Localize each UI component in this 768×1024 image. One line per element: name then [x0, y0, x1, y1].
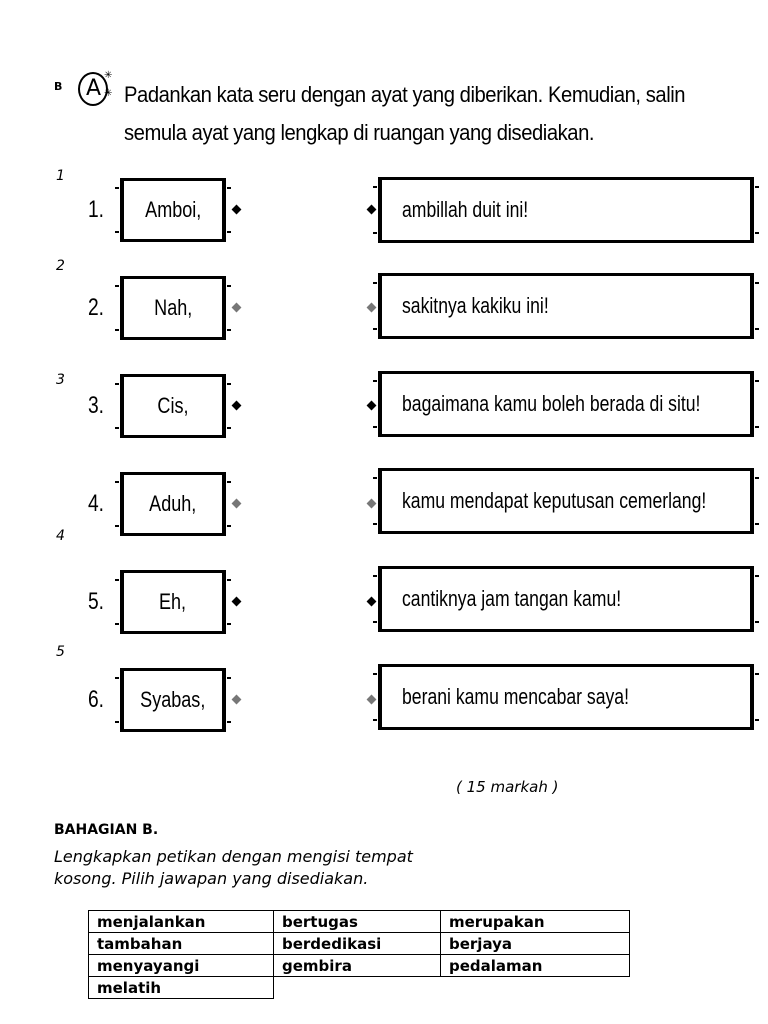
word-cell: merupakan	[441, 911, 630, 933]
row-number: 6.	[88, 686, 105, 713]
margin-number: 5	[56, 644, 65, 660]
margin-number: 1	[56, 168, 65, 184]
section-letter: B	[54, 80, 63, 93]
connector-dot-icon[interactable]	[232, 499, 242, 509]
word-cell: berjaya	[441, 933, 630, 955]
sentence-text: cantiknya jam tangan kamu!	[402, 586, 622, 611]
exclamation-word: Cis,	[157, 393, 189, 418]
instruction-line: semula ayat yang lengkap di ruangan yang disediakan.	[124, 120, 595, 145]
table-row	[89, 911, 630, 933]
connector-dot-icon[interactable]	[232, 303, 242, 313]
sentence-text: bagaimana kamu boleh berada di situ!	[402, 391, 701, 416]
row-number: 2.	[88, 294, 105, 321]
marks-label: ( 15 markah )	[456, 778, 559, 796]
section-b-title: BAHAGIAN B.	[54, 822, 159, 838]
empty-cell	[441, 977, 630, 999]
sparkle-icon: ✳	[104, 88, 113, 99]
exclamation-box	[120, 668, 226, 732]
word-cell: menjalankan	[89, 911, 274, 933]
margin-number: 2	[56, 258, 65, 274]
instruction	[124, 76, 713, 152]
exclamation-box	[120, 472, 226, 536]
sparkle-icon: ✳	[104, 70, 113, 81]
instruction-line: Lengkapkan petikan dengan mengisi tempat	[54, 847, 413, 866]
sentence-box	[378, 273, 754, 339]
badge-letter: A	[86, 76, 102, 101]
sentence-text: berani kamu mencabar saya!	[402, 684, 629, 709]
section-badge	[74, 68, 114, 112]
row-number: 1.	[88, 196, 105, 223]
connector-dot-icon[interactable]	[232, 695, 242, 705]
section-b-instruction	[54, 846, 574, 890]
word-bank-table	[88, 910, 630, 999]
table-row	[89, 933, 630, 955]
instruction-line: Padankan kata seru dengan ayat yang diberikan. Kemudian, salin	[124, 82, 686, 107]
connector-dot-icon[interactable]	[232, 597, 242, 607]
table-row	[89, 977, 630, 999]
exclamation-word: Aduh,	[149, 491, 197, 516]
sentence-box	[378, 664, 754, 730]
exclamation-word: Syabas,	[140, 687, 206, 712]
word-cell: gembira	[274, 955, 441, 977]
connector-dot-icon[interactable]	[232, 401, 242, 411]
sentence-box	[378, 371, 754, 437]
sentence-text: ambillah duit ini!	[402, 197, 529, 222]
sentence-text: kamu mendapat keputusan cemerlang!	[402, 488, 707, 513]
sentence-box	[378, 468, 754, 534]
instruction-line: kosong. Pilih jawapan yang disediakan.	[54, 869, 369, 888]
word-cell: tambahan	[89, 933, 274, 955]
exclamation-box	[120, 178, 226, 242]
word-cell: bertugas	[274, 911, 441, 933]
word-cell: pedalaman	[441, 955, 630, 977]
sentence-box	[378, 177, 754, 243]
sentence-text: sakitnya kakiku ini!	[402, 293, 549, 318]
word-cell: berdedikasi	[274, 933, 441, 955]
exclamation-box	[120, 374, 226, 438]
exclamation-box	[120, 570, 226, 634]
table-row	[89, 955, 630, 977]
empty-cell	[274, 977, 441, 999]
exclamation-word: Eh,	[159, 589, 187, 614]
exclamation-box	[120, 276, 226, 340]
word-cell: melatih	[89, 977, 274, 999]
exclamation-word: Nah,	[153, 295, 193, 320]
word-cell: menyayangi	[89, 955, 274, 977]
row-number: 4.	[88, 490, 105, 517]
connector-dot-icon[interactable]	[232, 205, 242, 215]
exclamation-word: Amboi,	[144, 197, 202, 222]
row-number: 3.	[88, 392, 105, 419]
sentence-box	[378, 566, 754, 632]
row-number: 5.	[88, 588, 105, 615]
margin-number: 3	[56, 372, 65, 388]
margin-number: 4	[56, 528, 65, 544]
